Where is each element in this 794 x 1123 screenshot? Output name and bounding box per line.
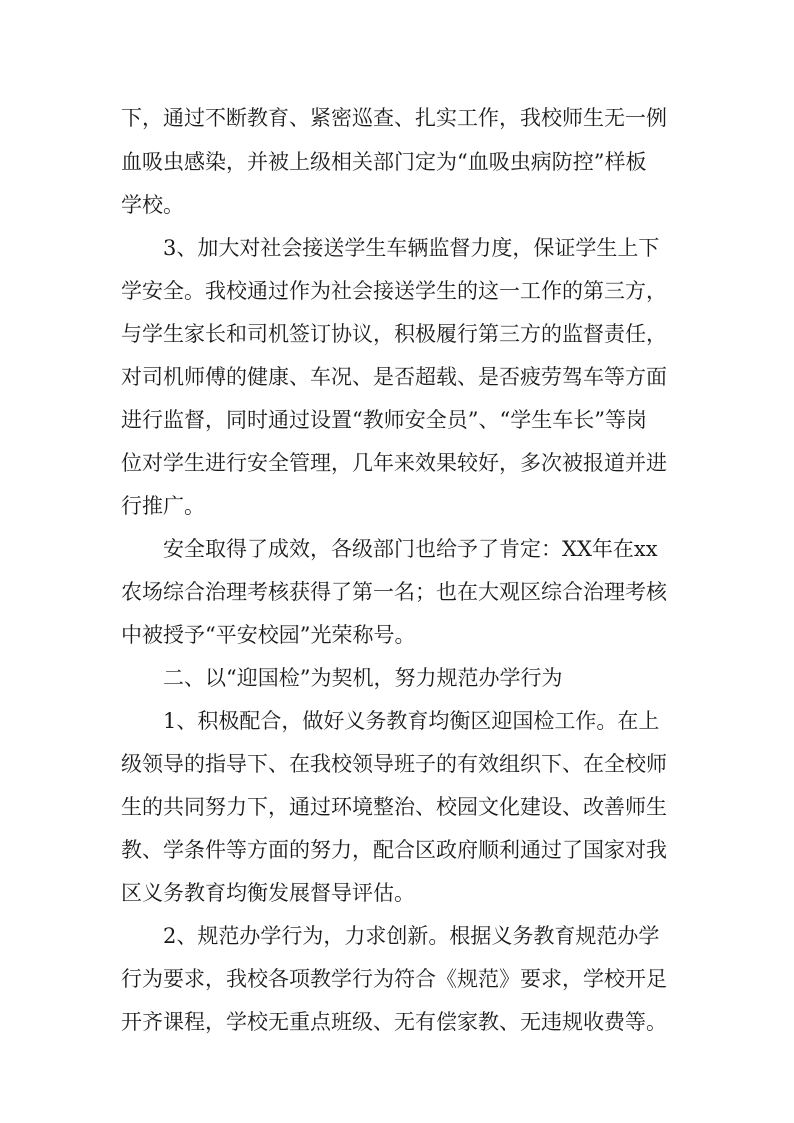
text-line-12: 农场综合治理考核获得了第一名；也在大观区综合治理考核 — [121, 580, 667, 604]
text-line-11: 安全取得了成效，各级部门也给予了肯定：XX年在xx — [163, 537, 658, 561]
text-line-14: 二、以“迎国检”为契机，努力规范办学行为 — [163, 666, 563, 690]
text-line-9: 位对学生进行安全管理，几年来效果较好，多次被报道并进 — [121, 451, 667, 475]
text-line-4: 3、加大对社会接送学生车辆监督力度，保证学生上下 — [163, 236, 660, 260]
text-line-6: 与学生家长和司机签订协议，积极履行第三方的监督责任， — [121, 322, 667, 346]
text-line-2: 血吸虫感染，并被上级相关部门定为“血吸虫病防控”样板 — [121, 150, 647, 174]
text-line-3: 学校。 — [121, 193, 184, 217]
text-line-21: 行为要求，我校各项教学行为符合《规范》要求，学校开足 — [121, 967, 667, 991]
text-line-20: 2、规范办学行为，力求创新。根据义务教育规范办学 — [163, 924, 660, 948]
text-line-15: 1、积极配合，做好义务教育均衡区迎国检工作。在上 — [163, 709, 660, 733]
text-line-17: 生的共同努力下，通过环境整治、校园文化建设、改善师生 — [121, 795, 667, 819]
text-line-10: 行推广。 — [121, 494, 205, 518]
text-line-16: 级领导的指导下、在我校领导班子的有效组织下、在全校师 — [121, 752, 667, 776]
text-line-19: 区义务教育均衡发展督导评估。 — [121, 881, 415, 905]
text-line-13: 中被授予“平安校园”光荣称号。 — [121, 623, 416, 647]
text-line-7: 对司机师傅的健康、车况、是否超载、是否疲劳驾车等方面 — [121, 365, 667, 389]
text-line-1: 下，通过不断教育、紧密巡查、扎实工作，我校师生无一例 — [121, 106, 667, 130]
text-line-8: 进行监督，同时通过设置“教师安全员”、“学生车长”等岗 — [121, 408, 647, 432]
text-line-5: 学安全。我校通过作为社会接送学生的这一工作的第三方， — [121, 279, 667, 303]
text-line-18: 教、学条件等方面的努力，配合区政府顺利通过了国家对我 — [121, 838, 667, 862]
text-line-22: 开齐课程，学校无重点班级、无有偿家教、无违规收费等。 — [121, 1010, 667, 1034]
